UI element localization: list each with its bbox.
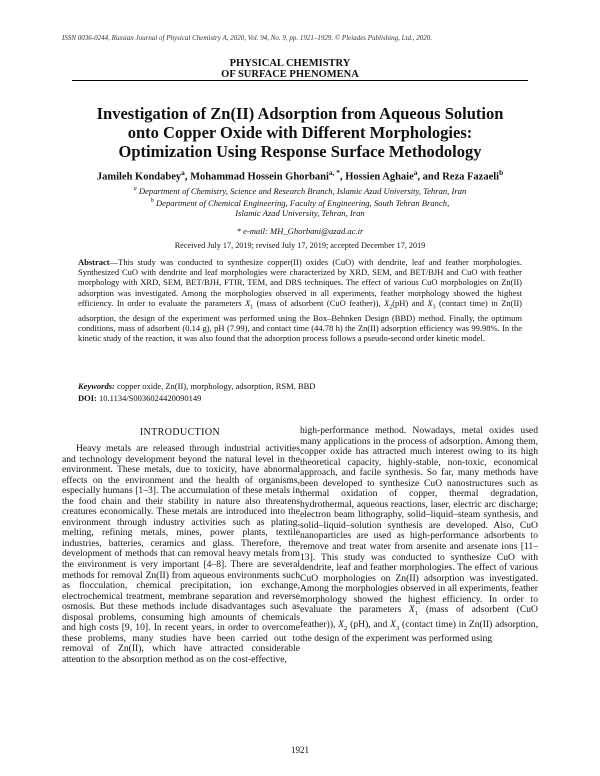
author-affil-mark: a, * xyxy=(328,168,340,177)
variable-x2: X xyxy=(384,297,390,308)
paper-title xyxy=(60,104,540,161)
author-affil-mark: b xyxy=(499,168,504,177)
doi-link[interactable]: 10.1134/S0036024420090149 xyxy=(96,393,202,403)
affiliation-mark: b xyxy=(150,198,154,204)
keywords xyxy=(78,381,522,391)
variable-subscript: 1 xyxy=(414,610,419,618)
intro-text: (contact time) in Zn(II) adsorption, the design of the experiment was performed using xyxy=(300,618,538,645)
section-divider xyxy=(72,80,528,81)
page-number: 1921 xyxy=(291,745,309,755)
author-name: Jamileh Kondabey xyxy=(96,171,182,183)
affiliation-text-line2: Islamic Azad University, Tehran, Iran xyxy=(235,208,365,219)
affiliation-text: Department of Chemistry, Science and Research Branch, Islamic Azad University, Tehran, Iran xyxy=(138,185,467,196)
doi xyxy=(78,393,522,403)
variable-x2: X xyxy=(338,618,345,630)
affiliation-b xyxy=(80,196,520,219)
section-heading-line2: OF SURFACE PHENOMENA xyxy=(221,69,359,80)
variable-subscript: 1 xyxy=(250,304,254,311)
affiliation-text: Department of Chemical Engineering, Faculty of Engineering, South Tehran Branch, xyxy=(155,197,450,208)
variable-subscript: 3 xyxy=(395,624,400,632)
intro-text: (pH), and xyxy=(347,618,391,630)
title-line1: Investigation of Zn(II) Adsorption from Aqueous Solution xyxy=(96,104,504,123)
intro-text: (mass of adsorbent (CuO feather)), xyxy=(300,604,538,630)
author-list: Jamileh Kondabey$^a$, Mohammad Hossein Ghorbani$^{a, *}$, Hossien Aghaie$^a$, and Reza Fazaeli$^b$ xyxy=(96,168,504,183)
variable-x3: X xyxy=(390,618,396,630)
intro-text: high-performance method. Nowadays, metal oxides used many applications in the process of adsorption. Among them, copper oxide has attracted much interest owing to its high theoretical capacity, highly-stable, non-toxic, economical approach, and facile synthesis. So far, many methods have been developed to synthesize CuO nanostructures such as thermal oxidation of copper, thermal degradation, hydrothermal, aqueous reactions, laser, electric arc discharge; electron beam lithography, solid–liquid–steam synthesis, and solid–liquid–solution synthesis are developed. Also, CuO nanoparticles are used as high-performance adsorbents to remove and treat water from arsenite and arsenate ions [11–13]. This study was conducted to synthesize CuO with dendrite, leaf and feather morphologies. The effect of various CuO morphologies on Zn(II) adsorption was investigated. Among the morphologies observed in all experiments, feather morphology showed the highest efficiency. In order to evaluate the parameters xyxy=(300,425,538,616)
variable-x3: X xyxy=(427,297,433,308)
doi-label: DOI: xyxy=(78,393,97,403)
abstract xyxy=(78,257,522,343)
keywords-text: copper oxide, Zn(II), morphology, adsorption, RSM, BBD xyxy=(114,381,316,391)
affiliation-mark: a xyxy=(133,186,137,192)
section-heading-line1: PHYSICAL CHEMISTRY xyxy=(229,58,351,69)
variable-x1: X xyxy=(245,297,251,308)
abstract-text: (mass of adsorbent (CuO feather)), xyxy=(253,297,385,308)
intro-right-column xyxy=(300,426,538,645)
variable-subscript: 3 xyxy=(432,304,436,311)
introduction-heading: INTRODUCTION xyxy=(139,427,221,438)
intro-left-column: Heavy metals are released through industrial activities and technology development beyond the natural level in the environment. These metals, due to toxicity, have abnormal effects on the environment and the health of organisms, especially humans [1–3]. The accumulation of these metals in the food chain and their stability in nature also threatens creatures economically. These metals are introduced into the environment through industry activities such as plating, melting, refining metals, mines, power plants, textile industries, batteries, ceramics and glass. Therefore, the development of methods that can removal heavy metals from the environment is very important [4–8]. There are several methods for removal Zn(II) from aqueous environments such as flocculation, chemical precipitation, ion exchange, electrochemical treatment, membrane separation and reverse osmosis. But these methods include disadvantages such as disposal problems, consuming high amounts of chemicals and high costs [9, 10]. In recent years, in order to overcome these problems, many studies have been carried out to removal of Zn(II), which have attracted considerable attention to the absorption method as on the cost-effective, xyxy=(62,443,300,665)
journal-header: ISSN 0036-0244, Russian Journal of Physical Chemistry A, 2020, Vol. 94, No. 9, pp. 1921–1929. © Pleiades Publishing, Ltd., 2020. xyxy=(62,34,432,42)
author-affil-mark: a xyxy=(413,168,418,177)
author-name: and Reza Fazaeli xyxy=(422,171,500,183)
received-dates: Received July 17, 2019; revised July 17, 2019; accepted December 17, 2019 xyxy=(174,241,426,250)
keywords-label: Keywords: xyxy=(78,381,115,391)
title-line2: onto Copper Oxide with Different Morphologies: xyxy=(127,123,473,142)
affiliation-a xyxy=(80,184,520,196)
author-affil-mark: a xyxy=(181,168,185,177)
author-name: Hossien Aghaie xyxy=(345,171,414,183)
variable-subscript: 2 xyxy=(344,624,348,632)
variable-subscript: 2 xyxy=(389,304,393,311)
abstract-label: Abstract xyxy=(78,257,110,267)
abstract-text: (pH) and xyxy=(392,297,428,308)
abstract-text: —This study was conducted to synthesize copper(II) oxides (CuO) with dendrite, leaf and feather morphologies. Synthesized CuO with dendrite and leaf morphologies were characterized by XRD, SEM, and BET/BJH and CuO with feather morphology with XRD, SEM, BET/BJH, FTIR, TEM, and DRS techniques. The effect of various CuO morphologies on Zn(II) adsorption was investigated. Among the morphologies observed in all experiments, feather morphology showed the highest efficiency. In order to evaluate the parameters xyxy=(78,257,522,308)
corresponding-email[interactable]: * e-mail: MH_Ghorbani@azad.ac.ir xyxy=(236,226,364,236)
title-line3: Optimization Using Response Surface Methodology xyxy=(118,142,482,161)
variable-x1: X xyxy=(408,604,415,616)
author-name: Mohammad Hossein Ghorbani xyxy=(190,171,329,183)
section-heading xyxy=(210,58,370,80)
abstract-text: (contact time) in Zn(II) adsorption, the design of the experiment was performed using the Box–Behnken Design (BBD) method. Finally, the optimum conditions, mass of adsorbent (0.14 g), pH (7.99), and contact time (44.78 h) the Zn(II) adsorption efficiency was 99.98%. In the kinetic study of the reaction, it was also found that the adsorption process follows a pseudo-second order kinetic model. xyxy=(78,297,522,344)
